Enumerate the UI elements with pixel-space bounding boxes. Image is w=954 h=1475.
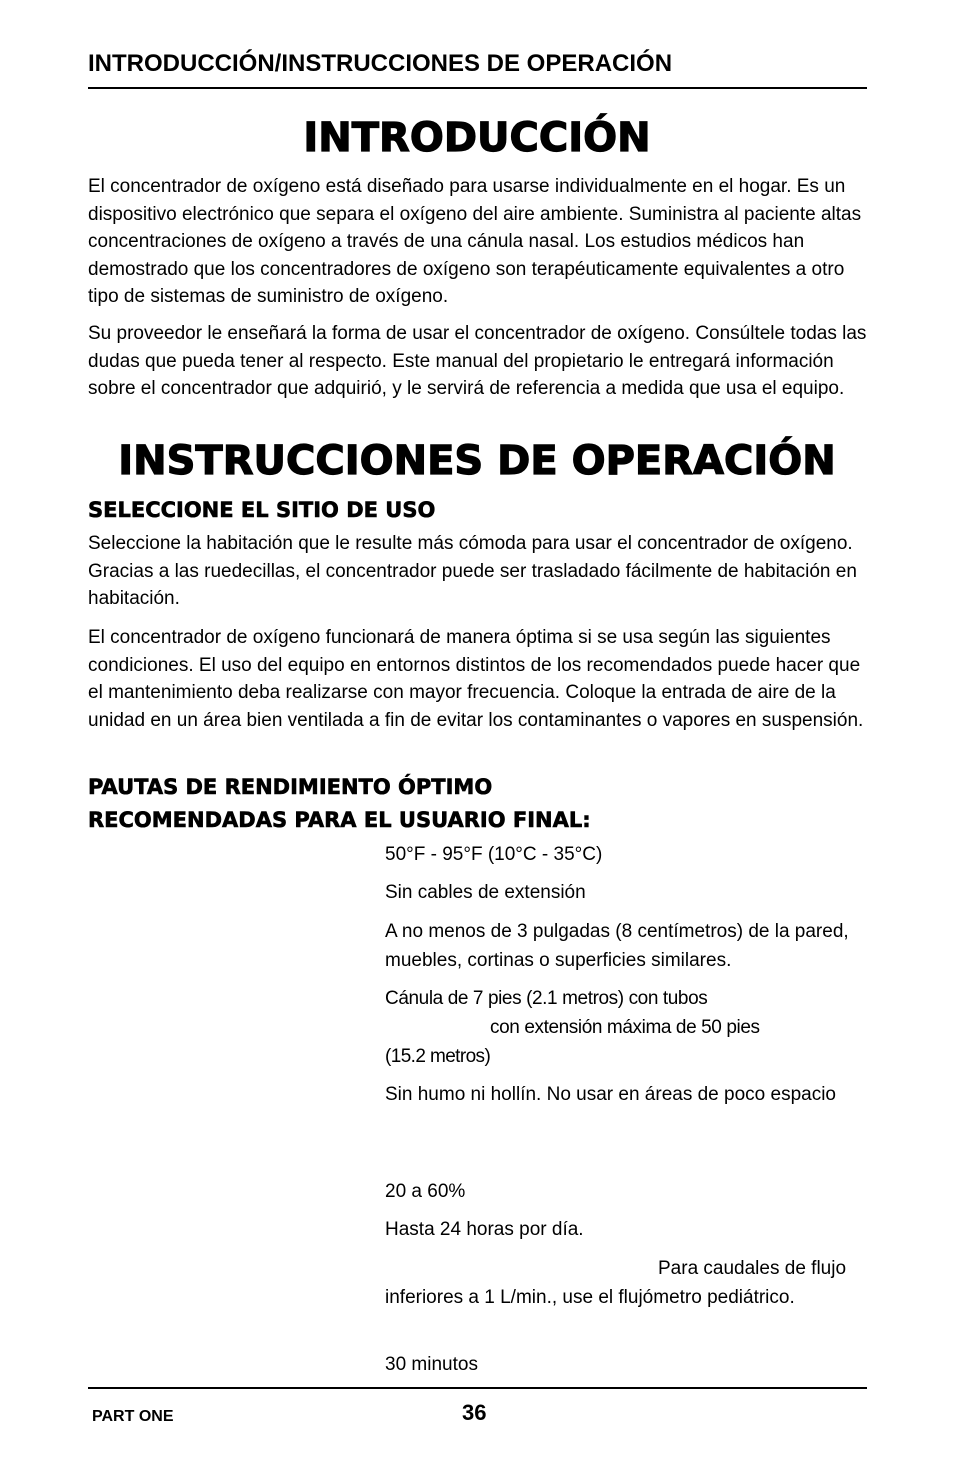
intro-paragraph-1: El concentrador de oxígeno está diseñado para usarse individualmente en el hogar. Es un dispositivo electrónico que separa el oxígeno del aire ambiente. Suministra al paciente altas concentraciones de oxígeno a través de una cánula nasal. Los estudios médicos han demostrado que los concentradores de oxígeno son terapéuticamente equivalentes a otro tipo de sistemas de suministro de oxígeno. <box>88 176 862 307</box>
intro-paragraph-2: Su proveedor le enseñará la forma de usar el concentrador de oxígeno. Consúltele todas las dudas que pueda tener al respecto. Este manual del propietario le entregará información sobre el concentrador que adquirió, y le servirá de referencia a medida que usa el equipo. <box>88 323 867 399</box>
guideline-tubing-metric: (15.2 metros) <box>385 1046 491 1067</box>
guideline-warmup: 30 minutos <box>385 1354 478 1375</box>
section-header: INTRODUCCIÓN/INSTRUCCIONES DE OPERACIÓN <box>88 50 673 77</box>
guidelines-subheading-2: RECOMENDADAS PARA EL USUARIO FINAL: <box>88 808 591 832</box>
guideline-electrical: Sin cables de extensión <box>385 882 586 903</box>
site-subheading: SELECCIONE EL SITIO DE USO <box>88 498 436 522</box>
guideline-humidity: 20 a 60% <box>385 1181 466 1202</box>
guideline-operation-time: Hasta 24 horas por día. <box>385 1219 584 1240</box>
footer-rule <box>88 1387 867 1389</box>
header-rule <box>88 87 867 89</box>
guideline-smoke: Sin humo ni hollín. No usar en áreas de poco espacio <box>385 1084 836 1105</box>
guideline-flow: Para caudales de flujo <box>658 1258 847 1279</box>
guideline-cannula: Cánula de 7 pies (2.1 metros) con tubos <box>385 988 708 1009</box>
intro-title: INTRODUCCIÓN <box>303 115 651 161</box>
guideline-temperature: 50°F - 95°F (10°C - 35°C) <box>385 844 603 865</box>
page-number: 36 <box>462 1400 487 1425</box>
guidelines-subheading-1: PAUTAS DE RENDIMIENTO ÓPTIMO <box>88 775 493 799</box>
operation-title: INSTRUCCIONES DE OPERACIÓN <box>118 438 836 484</box>
guideline-flow-pediatric: inferiores a 1 L/min., use el flujómetro pediátrico. <box>385 1287 795 1308</box>
footer-part: PART ONE <box>92 1408 174 1425</box>
guideline-tubing: con extensión máxima de 50 pies <box>490 1017 760 1038</box>
guideline-clearance: A no menos de 3 pulgadas (8 centímetros) de la pared, muebles, cortinas o superficies similares. <box>385 921 849 971</box>
site-paragraph-1: Seleccione la habitación que le resulte más cómoda para usar el concentrador de oxígeno. Gracias a las ruedecillas, el concentrador puede ser trasladado fácilmente de habitación en habitación. <box>88 533 857 609</box>
site-paragraph-2: El concentrador de oxígeno funcionará de manera óptima si se usa según las siguientes condiciones. El uso del equipo en entornos distintos de los recomendados puede hacer que el mantenimiento deba realizarse con mayor frecuencia. Coloque la entrada de aire de la unidad en un área bien ventilada a fin de evitar los contaminantes o vapores en suspensión. <box>88 627 864 731</box>
